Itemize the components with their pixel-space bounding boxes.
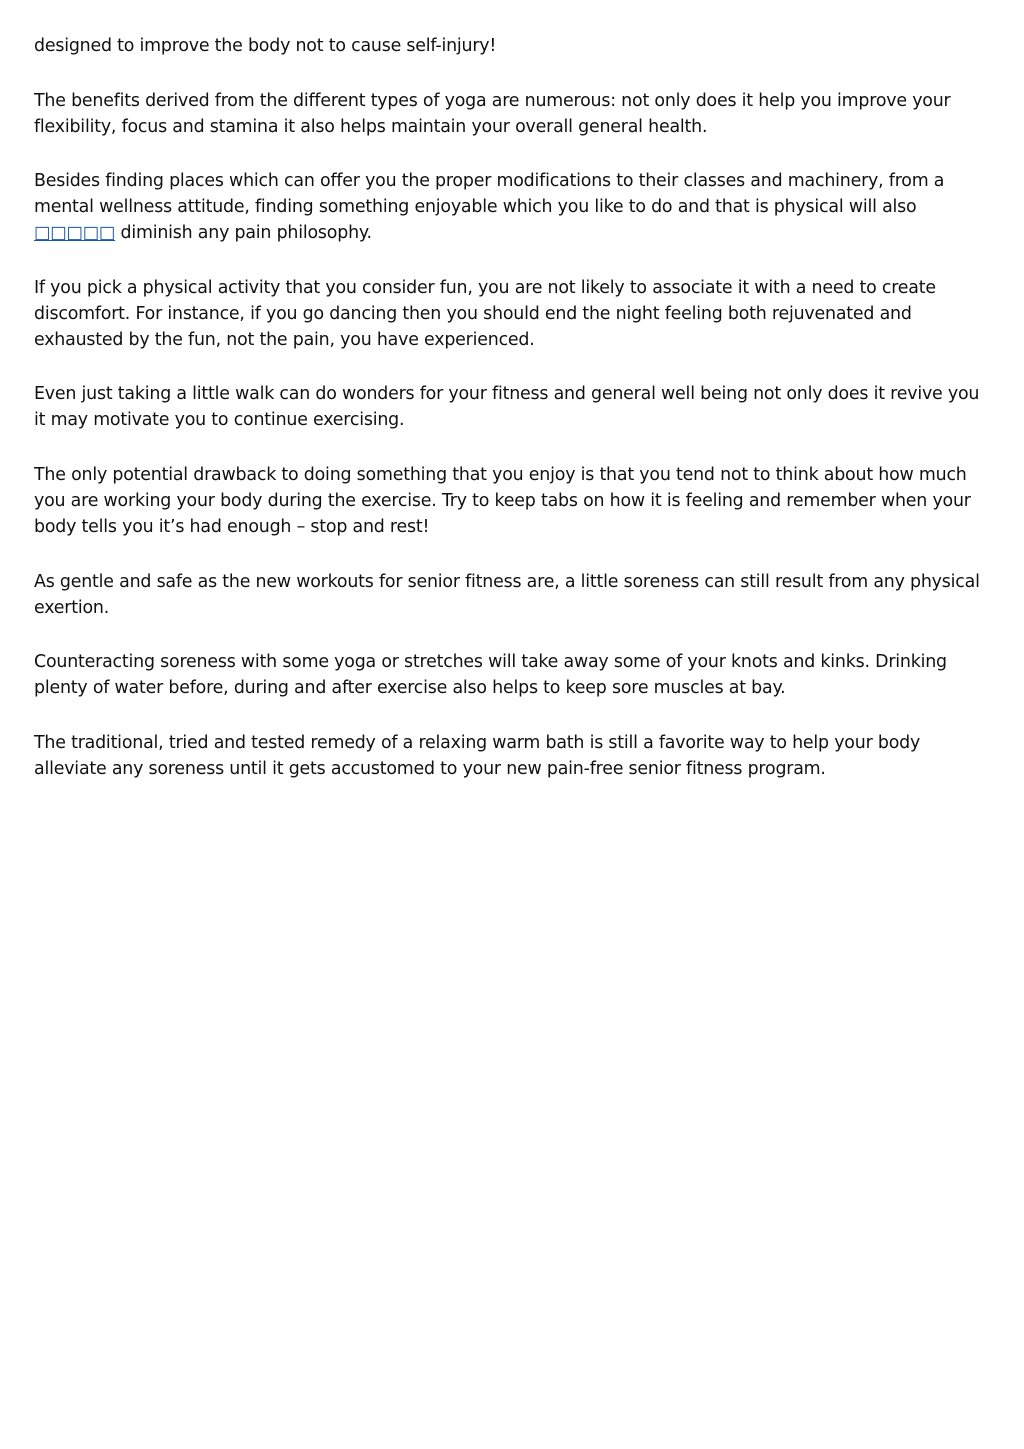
document-body	[34, 33, 994, 810]
paragraph-warm-bath: The traditional, tried and tested remedy of a relaxing warm bath is still a favorite way to help your body alleviate any soreness until it gets accustomed to your new pain-free senior fitness program.	[34, 732, 921, 779]
paragraph-mental-wellness	[34, 168, 994, 246]
paragraph-fun-activity: If you pick a physical activity that you consider fun, you are not likely to associate it with a need to create discomfort. For instance, if you go dancing then you should end the night feeling both rejuvenated and exhausted by the fun, not the pain, you have experienced.	[34, 277, 936, 350]
paragraph-little-walk: Even just taking a little walk can do wonders for your fitness and general well being not only does it revive you it may motivate you to continue exercising.	[34, 384, 980, 431]
paragraph-yoga-benefits: The benefits derived from the different types of yoga are numerous: not only does it help you improve your flexibility, focus and stamina it also helps maintain your overall general health.	[34, 90, 951, 137]
paragraph-intro-end: designed to improve the body not to cause self-injury!	[34, 36, 497, 56]
inline-link[interactable]: □□□□□	[34, 223, 116, 244]
paragraph-text-after-link: diminish any pain philosophy.	[115, 223, 372, 244]
paragraph-counteracting-soreness: Counteracting soreness with some yoga or stretches will take away some of your knots and kinks. Drinking plenty of water before, during and after exercise also helps to keep sore muscles at bay.	[34, 652, 947, 699]
paragraph-text-before-link: Besides finding places which can offer you the proper modifications to their classes and machinery, from a mental wellness attitude, finding something enjoyable which you like to do and that is physical will also	[34, 171, 945, 218]
paragraph-gentle-workouts: As gentle and safe as the new workouts for senior fitness are, a little soreness can still result from any physical exertion.	[34, 571, 980, 618]
paragraph-drawback: The only potential drawback to doing something that you enjoy is that you tend not to think about how much you are working your body during the exercise. Try to keep tabs on how it is feeling and remember when your body tells you it’s had enough – stop and rest!	[34, 464, 971, 537]
